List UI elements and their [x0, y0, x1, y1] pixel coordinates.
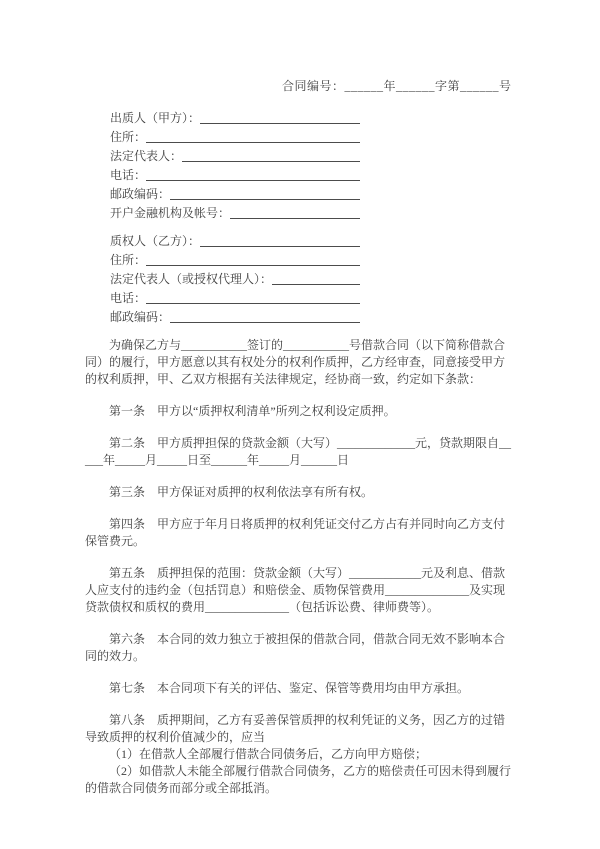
article-8-item-2: （2）如借款人未能全部履行借款合同债务，乙方的赔偿责任可因未得到履行的借款合同债务而部分或全部抵消。 [85, 764, 512, 795]
field-label: 电话： [110, 168, 147, 182]
blank-line [200, 246, 360, 247]
intro-paragraph: 为确保乙方与___________签订的___________号借款合同（以下简称借款合同）的履行，甲方愿意以其有权处分的权利作质押，乙方经审查，同意接受甲方的权利质押，甲、乙双方根据有关法律规定，经协商一致，约定如下条款： [85, 338, 506, 386]
article-number: 第八条 [109, 713, 146, 727]
field-label: 开户金融机构及帐号： [110, 206, 231, 220]
article-4 [85, 516, 515, 550]
blank-line [146, 142, 360, 143]
article-text: 质押期间，乙方有妥善保管质押的权利凭证的义务，因乙方的过错导致质押的权利价值减少的，应当 [85, 713, 506, 744]
article-number: 第一条 [109, 404, 146, 418]
field-row-postal-code [110, 184, 360, 203]
field-row-legal-representative [110, 269, 360, 288]
article-number: 第二条 [109, 436, 146, 450]
blank-line [146, 265, 360, 266]
article-text: 甲方应于年月日将质押的权利凭证交付乙方占有并同时向乙方支付保管费元。 [85, 517, 506, 548]
blank-line [230, 218, 360, 219]
field-row-legal-representative [110, 146, 360, 165]
party-a-section [110, 108, 515, 222]
article-2 [85, 435, 515, 469]
article-text: 甲方保证对质押的权利依法享有所有权。 [157, 485, 374, 499]
field-label: 邮政编码： [110, 310, 171, 324]
field-label: 邮政编码： [110, 187, 171, 201]
field-label: 电话： [110, 291, 147, 305]
blank-line [272, 284, 360, 285]
article-number: 第三条 [109, 485, 146, 499]
article-7 [85, 680, 515, 697]
article-text: 本合同项下有关的评估、鉴定、保管等费用均由甲方承担。 [157, 681, 470, 695]
field-label: 出质人（甲方）： [110, 111, 201, 125]
article-number: 第七条 [109, 681, 146, 695]
field-row-pledgor [110, 108, 360, 127]
blank-line [182, 161, 360, 162]
field-label: 住所： [110, 253, 147, 267]
article-8 [85, 712, 515, 746]
party-b-section [110, 231, 515, 326]
blank-line [146, 180, 360, 181]
field-row-phone [110, 165, 360, 184]
article-text: 质押担保的范围：贷款金额（大写）____________元及利息、借款人应支付的违约金（包括罚息）和赔偿金、质物保管费用______________及实现贷款债权和质权的费用______________（包括诉讼费、律师费等）。 [85, 566, 506, 614]
field-label: 住所： [110, 130, 147, 144]
document-body [85, 78, 515, 797]
blank-line [170, 322, 360, 323]
article-text: 本合同的效力独立于被担保的借款合同，借款合同无效不影响本合同的效力。 [85, 632, 506, 663]
field-row-pledgee [110, 231, 360, 250]
article-5 [85, 565, 515, 616]
field-label: 质权人（乙方）： [110, 234, 201, 248]
article-number: 第四条 [109, 517, 146, 531]
article-number: 第五条 [109, 566, 146, 580]
article-number: 第六条 [109, 632, 146, 646]
blank-line [200, 123, 360, 124]
field-label: 法定代表人： [110, 149, 183, 163]
article-text: 甲方质押担保的贷款金额（大写）_____________元，贷款期限自_____年_____月_____日至______年_____月______日 [85, 436, 512, 467]
field-row-phone [110, 288, 360, 307]
contract-number-line: 合同编号：______年______字第______号 [282, 79, 512, 93]
article-8-item-1: （1）在借款人全部履行借款合同债务后，乙方向甲方赔偿； [109, 747, 428, 761]
field-row-address [110, 250, 360, 269]
article-3 [85, 484, 515, 501]
field-label: 法定代表人（或授权代理人）： [110, 272, 273, 286]
field-row-postal-code [110, 307, 360, 326]
article-text: 甲方以“质押权利清单”所列之权利设定质押。 [157, 404, 396, 418]
article-1 [85, 403, 515, 420]
article-6 [85, 631, 515, 665]
blank-line [146, 303, 360, 304]
blank-line [170, 199, 360, 200]
field-row-address [110, 127, 360, 146]
field-row-bank-account [110, 203, 360, 222]
